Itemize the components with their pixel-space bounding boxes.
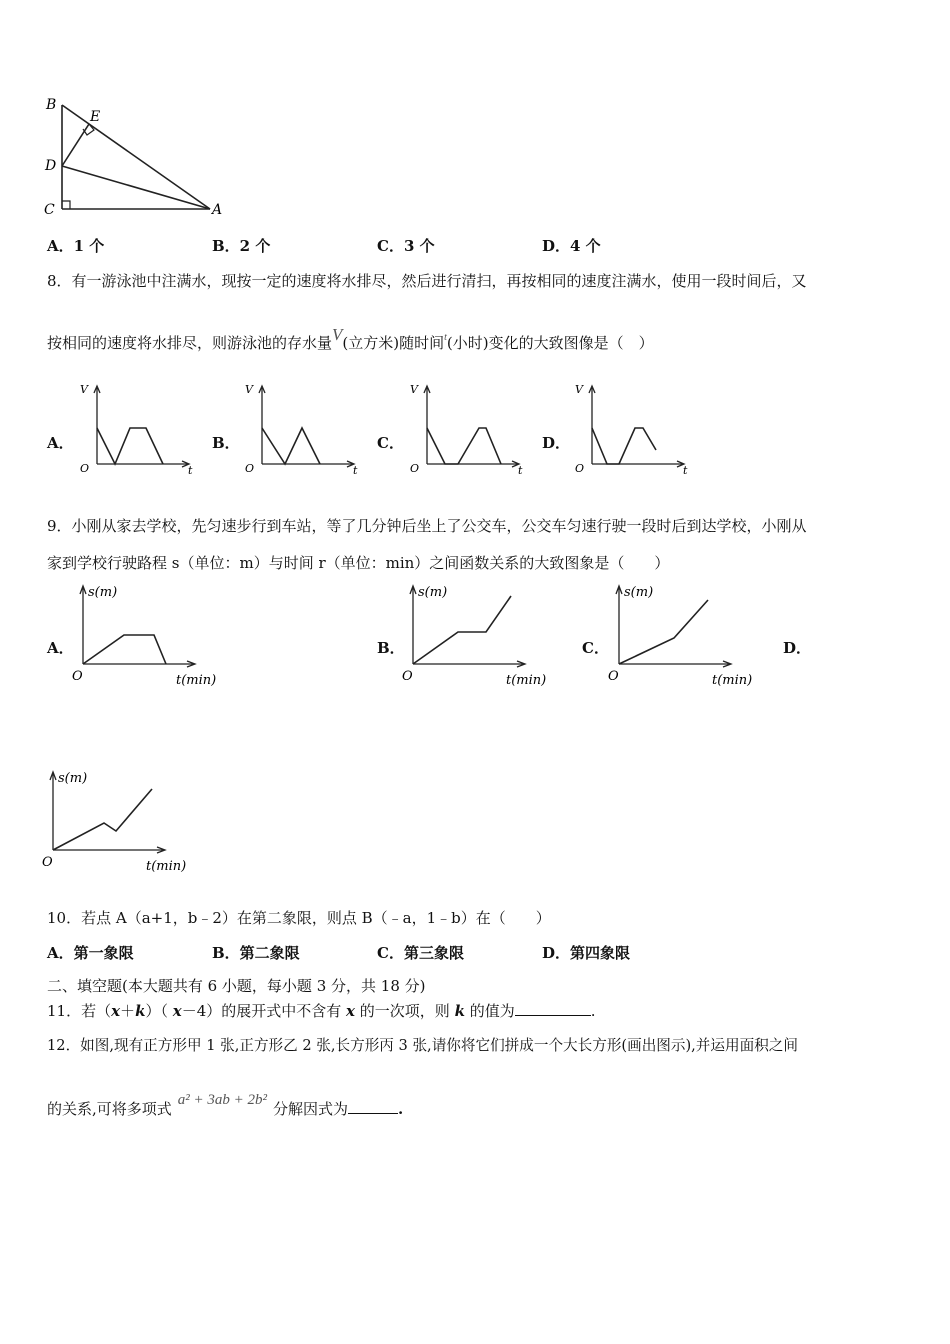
q7-triangle-figure [40, 95, 240, 220]
q11-answer-blank[interactable] [515, 1001, 591, 1016]
q9-graph-d-s-label: s(m) [58, 771, 88, 786]
q12-polynomial: a² + 3ab + 2b² [177, 1092, 268, 1108]
q9-graph-a-s-label: s(m) [88, 585, 118, 600]
q11-text-part5: 的值为 [469, 1002, 515, 1020]
q8-graph-c[interactable] [406, 380, 526, 476]
q9-graph-d-t-label: t(min) [146, 859, 187, 874]
q11-text-part3: －4）的展开式中不含有 [181, 1002, 342, 1020]
q9-graph-b-t-label: t(min) [506, 673, 547, 688]
q9-question-line2: 家到学校行驶路程 s（单位：m）与时间 r（单位：min）之间函数关系的大致图象是（ ） [47, 554, 670, 572]
q8-option-b-label[interactable]: B． [212, 434, 240, 452]
q11-text-part1: 11．若（ [47, 1002, 112, 1020]
q8-graph-b-curve [262, 428, 320, 464]
q8-question-line2 [47, 325, 654, 356]
q9-graph-b[interactable] [400, 580, 560, 690]
q9-option-d-label[interactable]: D． [783, 639, 812, 657]
q9-graph-a-curve [83, 635, 166, 664]
q10-option-c[interactable]: C．第三象限 [377, 944, 464, 962]
q9-question-line1: 9．小刚从家去学校，先匀速步行到车站，等了几分钟后坐上了公交车，公交车匀速行驶一段时后到达学校，小刚从 [47, 517, 807, 535]
q8-graph-c-curve [427, 428, 501, 464]
q8-var-v: V [332, 325, 343, 344]
q7-segment-da [62, 166, 210, 209]
q10-option-b[interactable]: B．第二象限 [212, 944, 300, 962]
q10-question: 10．若点 A（a+1，b﹣2）在第二象限，则点 B（﹣a，1﹣b）在（ ） [47, 909, 551, 927]
q7-option-a[interactable]: A．1 个 [47, 237, 105, 255]
q9-graph-c-t-label: t(min) [712, 673, 753, 688]
q8-text-part2: (立方米)随时间 [342, 334, 445, 352]
q7-segment-de [62, 124, 89, 166]
q8-graph-d-v-label: V [575, 383, 583, 396]
q12-answer-blank[interactable] [348, 1099, 398, 1114]
q8-option-d-label[interactable]: D． [542, 434, 571, 452]
q12-text-part1: 的关系,可将多项式 [47, 1100, 172, 1118]
q11-plus: ＋ [120, 1002, 136, 1020]
q8-graph-b-origin: O [245, 462, 255, 475]
q8-graph-a[interactable] [76, 380, 196, 476]
q8-option-a-label[interactable]: A． [47, 434, 74, 452]
q8-graph-b[interactable] [241, 380, 361, 476]
q7-right-angle-c [62, 201, 70, 209]
q8-text-part1: 按相同的速度将水排尽，则游泳池的存水量 [47, 334, 333, 352]
q8-graph-c-v-label: V [410, 383, 418, 396]
q9-option-b-label[interactable]: B． [377, 639, 405, 657]
q7-label-d: D [45, 158, 57, 174]
q9-graph-a-t-label: t(min) [176, 673, 217, 688]
q9-option-a-label[interactable]: A． [47, 639, 74, 657]
q9-graph-d-curve [53, 789, 152, 850]
q8-graph-b-t-label: t [353, 464, 358, 477]
q7-option-c[interactable]: C．3 个 [377, 237, 435, 255]
q11-question [47, 1001, 596, 1021]
q7-segment-ba [62, 105, 210, 209]
q11-var-x2: x [172, 1002, 182, 1020]
q12-end: . [398, 1100, 404, 1118]
q9-graph-b-curve [413, 596, 511, 664]
q8-var-t: t [444, 332, 447, 343]
q7-label-c: C [44, 202, 55, 218]
q8-graph-a-curve [97, 428, 163, 464]
q8-graph-a-origin: O [80, 462, 90, 475]
q11-var-x3: x [346, 1002, 355, 1020]
q7-label-a: A [212, 202, 223, 218]
q8-graph-a-v-label: V [80, 383, 88, 396]
q11-var-x1: x [111, 1002, 121, 1020]
q8-option-c-label[interactable]: C． [377, 434, 404, 452]
q9-graph-c-curve [619, 600, 708, 664]
q12-question-line1: 12．如图,现有正方形甲 1 张,正方形乙 2 张,长方形丙 3 张,请你将它们拼成一个大长方形(画出图示),并运用面积之间 [47, 1037, 798, 1054]
q8-graph-d[interactable] [571, 380, 691, 476]
q9-graph-d[interactable] [40, 766, 200, 876]
q11-var-k2: k [454, 1002, 465, 1020]
q8-graph-d-curve [592, 428, 656, 464]
q8-graph-c-t-label: t [518, 464, 523, 477]
q8-question-line1: 8．有一游泳池中注满水，现按一定的速度将水排尽，然后进行清扫，再按相同的速度注满水，使用一段时间后，又 [47, 272, 807, 290]
q8-graph-b-v-label: V [245, 383, 253, 396]
q10-option-a[interactable]: A．第一象限 [47, 944, 134, 962]
q8-graph-d-t-label: t [683, 464, 688, 477]
q9-graph-b-s-label: s(m) [418, 585, 448, 600]
q9-graph-c[interactable] [606, 580, 766, 690]
q9-graph-a-origin: O [72, 669, 83, 684]
q7-option-d[interactable]: D．4 个 [542, 237, 601, 255]
q7-label-b: B [46, 97, 57, 113]
q8-graph-a-t-label: t [188, 464, 193, 477]
q9-graph-c-origin: O [608, 669, 619, 684]
q10-option-d[interactable]: D．第四象限 [542, 944, 631, 962]
q9-graph-a[interactable] [70, 580, 230, 690]
q7-option-b[interactable]: B．2 个 [212, 237, 271, 255]
q8-graph-d-origin: O [575, 462, 585, 475]
q9-graph-b-origin: O [402, 669, 413, 684]
q9-option-c-label[interactable]: C． [582, 639, 609, 657]
q7-label-e: E [90, 109, 101, 125]
q12-text-part2: 分解因式为 [273, 1100, 349, 1118]
q11-text-part2: ）（ [145, 1002, 173, 1020]
q9-graph-c-s-label: s(m) [624, 585, 654, 600]
q11-var-k1: k [135, 1002, 146, 1020]
section-2-heading: 二、填空题(本大题共有 6 小题，每小题 3 分，共 18 分) [47, 977, 426, 995]
q11-text-part4: 的一次项，则 [359, 1002, 450, 1020]
q8-text-part3: (小时)变化的大致图像是（ ） [446, 334, 654, 352]
q11-end: . [590, 1002, 596, 1020]
q8-graph-c-origin: O [410, 462, 420, 475]
q12-question-line2 [47, 1092, 404, 1120]
q9-graph-d-origin: O [42, 855, 53, 870]
